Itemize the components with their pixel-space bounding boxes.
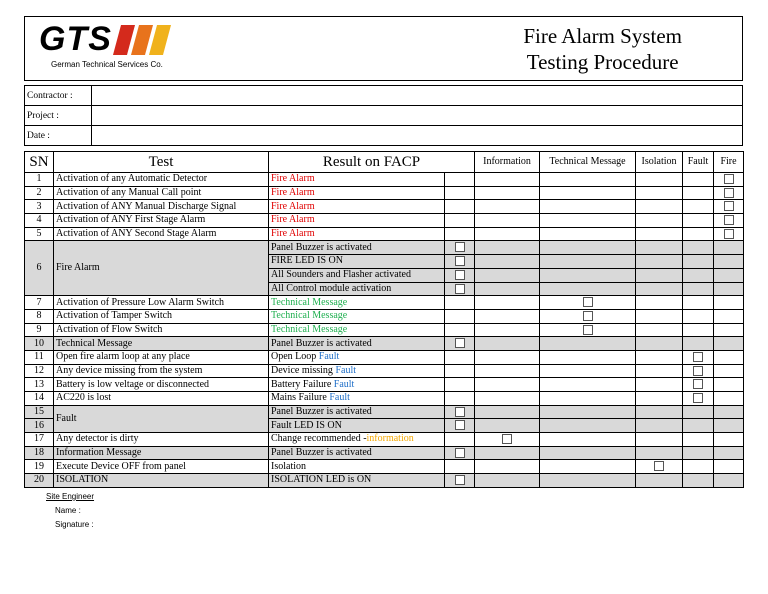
table-row xyxy=(25,433,744,447)
row-sn: 7 xyxy=(25,296,54,310)
row-result: Fire Alarm xyxy=(269,200,445,214)
row-test: Activation of ANY First Stage Alarm xyxy=(54,214,269,228)
row-test: Activation of any Manual Call point xyxy=(54,186,269,200)
table-row xyxy=(25,214,744,228)
row-test: Battery is low veltage or disconnected xyxy=(54,378,269,392)
col-fire: Fire xyxy=(714,152,744,173)
title-line-2: Testing Procedure xyxy=(526,50,679,74)
col-isolation: Isolation xyxy=(636,152,683,173)
date-label: Date : xyxy=(25,126,92,146)
testing-table xyxy=(24,151,744,488)
col-result: Result on FACP xyxy=(269,152,475,173)
table-header-row xyxy=(25,152,744,173)
technical-checkbox[interactable] xyxy=(583,297,593,307)
signature-label: Signature : xyxy=(55,520,94,529)
fault-checkbox[interactable] xyxy=(693,366,703,376)
row-result: Change recommended -information xyxy=(269,433,445,447)
project-label: Project : xyxy=(25,106,92,126)
row-sn: 11 xyxy=(25,350,54,364)
row-sn: 13 xyxy=(25,378,54,392)
row-sn: 4 xyxy=(25,214,54,228)
row-result: Mains Failure Fault xyxy=(269,392,445,406)
document-title xyxy=(523,23,682,75)
table-row xyxy=(25,323,744,337)
row-result: Fire Alarm xyxy=(269,214,445,228)
row-sn: 2 xyxy=(25,186,54,200)
fault-checkbox[interactable] xyxy=(693,352,703,362)
table-row xyxy=(25,241,744,255)
company-logo: GTS xyxy=(39,20,112,58)
col-technical-message: Technical Message xyxy=(540,152,636,173)
technical-checkbox[interactable] xyxy=(583,325,593,335)
row-sn: 18 xyxy=(25,446,54,460)
result-checkbox[interactable] xyxy=(455,338,465,348)
row-result: Open Loop Fault xyxy=(269,350,445,364)
table-row xyxy=(25,460,744,474)
table-row xyxy=(25,309,744,323)
row-test: Activation of Tamper Switch xyxy=(54,309,269,323)
row-test: ISOLATION xyxy=(54,474,269,488)
row-result: Technical Message xyxy=(269,323,445,337)
result-checkbox[interactable] xyxy=(455,475,465,485)
row-sn: 8 xyxy=(25,309,54,323)
row-result: Battery Failure Fault xyxy=(269,378,445,392)
table-row xyxy=(25,392,744,406)
row-sn: 14 xyxy=(25,392,54,406)
project-field[interactable] xyxy=(92,106,743,126)
info-table xyxy=(24,85,743,146)
fault-checkbox[interactable] xyxy=(693,393,703,403)
result-checkbox[interactable] xyxy=(455,242,465,252)
row-sn: 12 xyxy=(25,364,54,378)
col-information: Information xyxy=(475,152,540,173)
contractor-field[interactable] xyxy=(92,86,743,106)
logo-stripes xyxy=(117,17,177,57)
table-row xyxy=(25,446,744,460)
row-sn: 20 xyxy=(25,474,54,488)
row-sn: 1 xyxy=(25,173,54,187)
row-result: Fire Alarm xyxy=(269,186,445,200)
row-result: FIRE LED IS ON xyxy=(269,255,445,269)
name-label: Name : xyxy=(55,506,81,515)
row-result: Panel Buzzer is activated xyxy=(269,446,445,460)
row-sn: 17 xyxy=(25,433,54,447)
row-sn: 5 xyxy=(25,227,54,241)
row-result: Technical Message xyxy=(269,309,445,323)
row-result: Panel Buzzer is activated xyxy=(269,241,445,255)
row-result: Fault LED IS ON xyxy=(269,419,445,433)
fire-checkbox[interactable] xyxy=(724,201,734,211)
col-test: Test xyxy=(54,152,269,173)
table-row xyxy=(25,173,744,187)
row-test: Execute Device OFF from panel xyxy=(54,460,269,474)
col-sn: SN xyxy=(25,152,54,173)
row-test: Activation of any Automatic Detector xyxy=(54,173,269,187)
row-test: Any detector is dirty xyxy=(54,433,269,447)
row-test: Fault xyxy=(54,405,269,432)
fault-checkbox[interactable] xyxy=(693,379,703,389)
row-sn: 10 xyxy=(25,337,54,351)
row-test: Open fire alarm loop at any place xyxy=(54,350,269,364)
row-test: Activation of Flow Switch xyxy=(54,323,269,337)
table-row xyxy=(25,227,744,241)
row-sn: 16 xyxy=(25,419,54,433)
row-result: Device missing Fault xyxy=(269,364,445,378)
row-result: ISOLATION LED is ON xyxy=(269,474,445,488)
row-test: Fire Alarm xyxy=(54,241,269,296)
result-checkbox[interactable] xyxy=(455,448,465,458)
result-checkbox[interactable] xyxy=(455,270,465,280)
table-row xyxy=(25,405,744,419)
fire-checkbox[interactable] xyxy=(724,188,734,198)
isolation-checkbox[interactable] xyxy=(654,461,664,471)
row-sn: 9 xyxy=(25,323,54,337)
technical-checkbox[interactable] xyxy=(583,311,593,321)
title-line-1: Fire Alarm System xyxy=(523,24,682,48)
row-result: Isolation xyxy=(269,460,445,474)
fire-checkbox[interactable] xyxy=(724,229,734,239)
row-sn: 19 xyxy=(25,460,54,474)
result-checkbox[interactable] xyxy=(455,420,465,430)
row-sn: 15 xyxy=(25,405,54,419)
fire-checkbox[interactable] xyxy=(724,215,734,225)
result-checkbox[interactable] xyxy=(455,407,465,417)
table-row xyxy=(25,186,744,200)
date-field[interactable] xyxy=(92,126,743,146)
row-test: Any device missing from the system xyxy=(54,364,269,378)
table-row xyxy=(25,378,744,392)
row-result: Panel Buzzer is activated xyxy=(269,337,445,351)
table-row xyxy=(25,200,744,214)
row-test: Activation of Pressure Low Alarm Switch xyxy=(54,296,269,310)
row-result: Panel Buzzer is activated xyxy=(269,405,445,419)
row-test: Technical Message xyxy=(54,337,269,351)
document-header xyxy=(24,16,743,81)
row-result: Fire Alarm xyxy=(269,227,445,241)
row-result: Technical Message xyxy=(269,296,445,310)
contractor-label: Contractor : xyxy=(25,86,92,106)
row-sn: 6 xyxy=(25,241,54,296)
logo-stripe-yellow xyxy=(149,25,171,55)
row-sn: 3 xyxy=(25,200,54,214)
row-result: All Sounders and Flasher activated xyxy=(269,268,445,282)
table-row xyxy=(25,337,744,351)
row-test: Activation of ANY Second Stage Alarm xyxy=(54,227,269,241)
signature-block xyxy=(46,490,94,532)
table-row xyxy=(25,364,744,378)
row-result: Fire Alarm xyxy=(269,173,445,187)
row-test: Information Message xyxy=(54,446,269,460)
information-checkbox[interactable] xyxy=(502,434,512,444)
row-test: Activation of ANY Manual Discharge Signal xyxy=(54,200,269,214)
result-checkbox[interactable] xyxy=(455,256,465,266)
col-fault: Fault xyxy=(683,152,714,173)
row-result: All Control module activation xyxy=(269,282,445,296)
row-test: AC220 is lost xyxy=(54,392,269,406)
site-engineer-label: Site Engineer xyxy=(46,492,95,501)
table-row xyxy=(25,350,744,364)
company-name: German Technical Services Co. xyxy=(51,60,163,69)
table-row xyxy=(25,296,744,310)
fire-checkbox[interactable] xyxy=(724,174,734,184)
table-row xyxy=(25,474,744,488)
result-checkbox[interactable] xyxy=(455,284,465,294)
